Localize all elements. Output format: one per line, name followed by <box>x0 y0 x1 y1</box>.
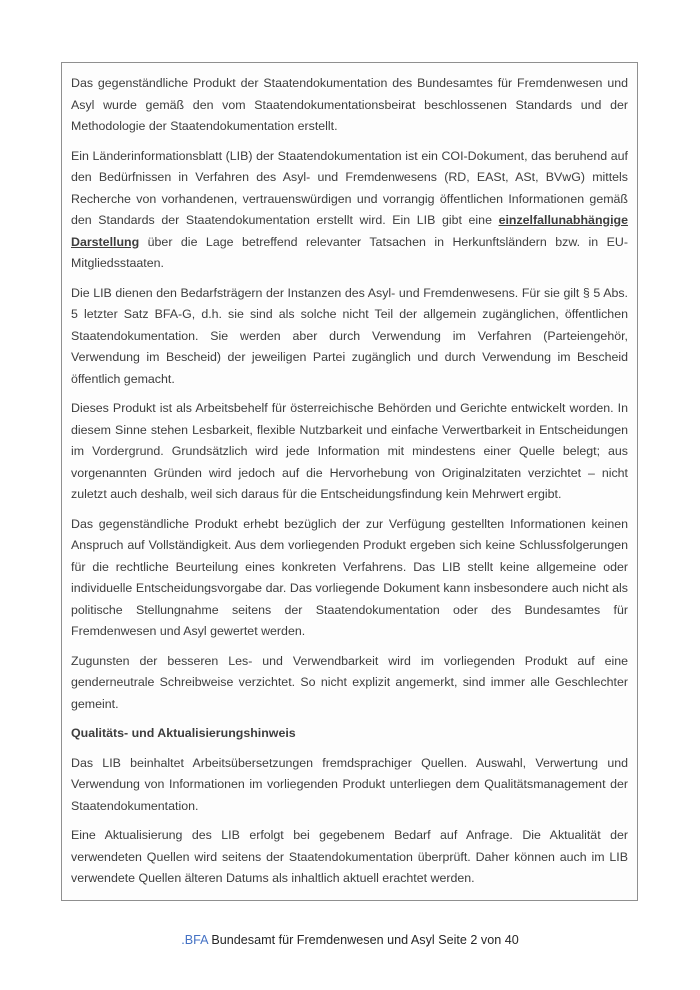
paragraph-lib-definition <box>71 146 628 275</box>
section-heading: Qualitäts- und Aktualisierungshinweis <box>71 726 296 740</box>
paragraph-quality: Das LIB beinhaltet Arbeitsübersetzungen fremdsprachiger Quellen. Auswahl, Verwertung und Verwendung von Informationen im vorliegenden Produkt unterliegen dem Qualitätsmanagement der Staatendokumentation. <box>71 755 628 813</box>
paragraph-completeness: Das gegenständliche Produkt erhebt bezüglich der zur Verfügung gestellten Informationen keinen Anspruch auf Vollständigkeit. Aus dem vorliegenden Produkt ergeben sich keine Schlussfolgerungen für die rechtliche Beurteilung eines konkreten Verfahrens. Das LIB stellt keine allgemeine oder individuelle Entscheidungsvorgabe dar. Das vorliegende Dokument kann insbesondere auch nicht als politische Stellungnahme seitens der Staatendokumentation oder des Bundesamtes für Fremdenwesen und Asyl gewertet werden. <box>71 516 628 638</box>
bfa-logo-text: .BFA <box>181 933 208 947</box>
paragraph-lib-usage: Die LIB dienen den Bedarfsträgern der Instanzen des Asyl- und Fremdenwesens. Für sie gilt § 5 Abs. 5 letzter Satz BFA-G, d.h. sie sind als solche nicht Teil der allgemein zugänglichen, öffentlichen Staatendokumentation. Sie werden aber durch Verwendung im Verfahren (Parteiengehör, Verwendung im Bescheid) der jeweiligen Partei zugänglich und durch Verwendung im Bescheid öffentlich gemacht. <box>71 285 628 386</box>
emphasized-text: einzelfallunabhängige Darstellung <box>71 213 628 249</box>
paragraph-text: Ein Länderinformationsblatt (LIB) der Staatendokumentation ist ein COI-Dokument, das beruhend auf den Bedürfnissen in Verfahren des Asyl- und Fremdenwesens (RD, EASt, ASt, BVwG) mittels Recherche von vorhandenen, vertrauenswürdigen und vorrangig öffentlichen Informationen gemäß den Standards der Staatendokumentation erstellt wird. Ein LIB gibt eine <box>71 148 628 227</box>
disclaimer-box <box>61 62 638 901</box>
footer-text: Bundesamt für Fremdenwesen und Asyl Seite 2 von 40 <box>211 933 519 947</box>
paragraph-update: Eine Aktualisierung des LIB erfolgt bei gegebenem Bedarf auf Anfrage. Die Aktualität der verwendeten Quellen wird seitens der Staatendokumentation überprüft. Daher können auch im LIB verwendete Quellen älteren Datums als inhaltlich aktuell erachtet werden. <box>71 828 628 885</box>
paragraph-gender-note: Zugunsten der besseren Les- und Verwendbarkeit wird im vorliegenden Produkt auf eine genderneutrale Schreibweise verzichtet. So nicht explizit angemerkt, sind immer alle Geschlechter gemeint. <box>71 653 628 711</box>
paragraph-work-aid: Dieses Produkt ist als Arbeitsbehelf für österreichische Behörden und Gerichte entwickelt worden. In diesem Sinne stehen Lesbarkeit, flexible Nutzbarkeit und einfache Verwertbarkeit in Entscheidungen im Vordergrund. Grundsätzlich wird jede Information mit mindestens einer Quelle belegt; aus vorgenannten Gründen wird jedoch auf die Hervorhebung von Originalzitaten verzichtet – nicht zuletzt auch deshalb, weil sich daraus für die Entscheidungsfindung kein Mehrwert ergibt. <box>71 401 628 501</box>
paragraph-text: über die Lage betreffend relevanter Tatsachen in Herkunftsländern bzw. in EU-Mitgliedsstaaten. <box>71 234 628 270</box>
paragraph-product-origin: Das gegenständliche Produkt der Staatendokumentation des Bundesamtes für Fremdenwesen und Asyl wurde gemäß den vom Staatendokumentationsbeirat beschlossenen Standards und der Methodologie der Staatendokumentation erstellt. <box>71 76 628 133</box>
page-footer <box>0 933 700 947</box>
